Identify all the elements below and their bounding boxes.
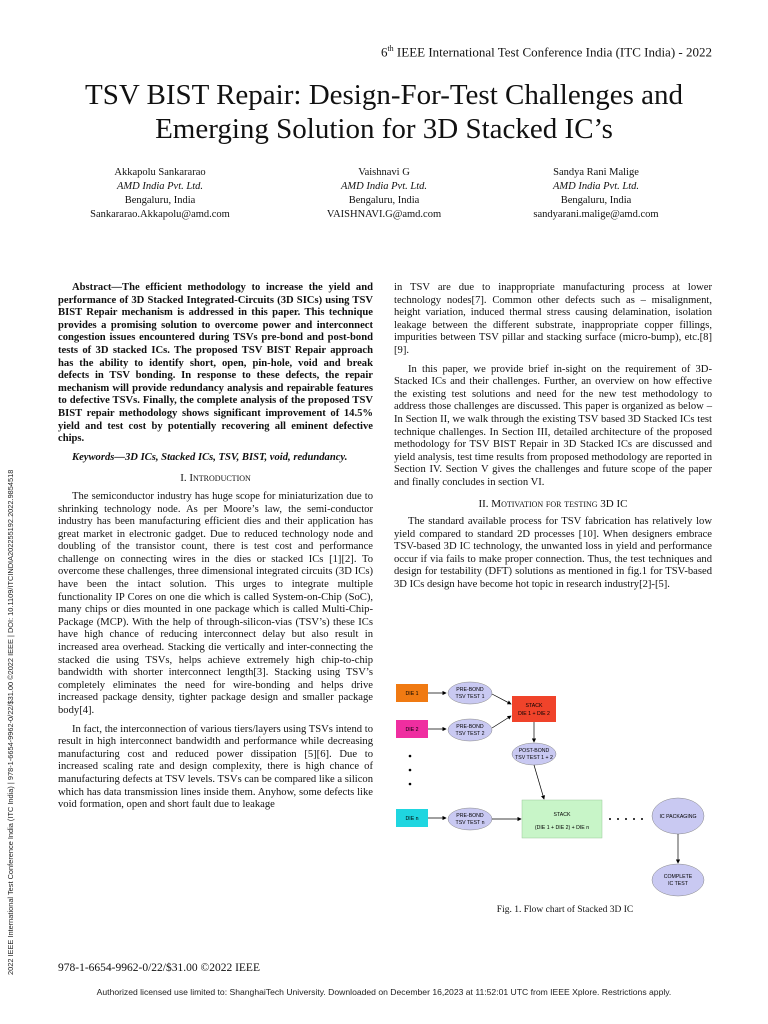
title-line-2: Emerging Solution for 3D Stacked IC’s (155, 113, 613, 145)
author-3: Sandya Rani Malige AMD India Pvt. Ltd. Bengaluru, India sandyarani.malige@amd.com (476, 166, 716, 222)
prebond-1-oval (448, 682, 492, 704)
ellipsis-dots (409, 755, 412, 786)
die-1-label: DIE 1 (405, 691, 419, 697)
paragraph: The standard available process for TSV fabrication has relatively low yield compared to standard 2D processes [10]. When designers embrace TSV-based 3D IC technology, the unwanted loss in yield and performance occur if via fails to make proper connection. Thus, the test techniques and design for testability (DFT) solutions as mentioned in fig.1 for TSV-based 3D ICs design have become hot topic in research industry[2]-[5]. (394, 516, 712, 591)
prebond-2-oval (448, 719, 492, 741)
figure-caption: Fig. 1. Flow chart of Stacked 3D IC (496, 905, 634, 915)
flowchart-figure (392, 676, 738, 901)
license-footer: Authorized licensed use limited to: ShanghaiTech University. Downloaded on December 16,2023 at 11:52:01 UTC from IEEE Xplore. Restrictions apply. (96, 987, 672, 997)
section-heading-introduction: I. Introduction (180, 472, 251, 485)
svg-text:PRE-BOND: PRE-BOND (456, 813, 484, 819)
right-column (394, 282, 712, 598)
die-2-label: DIE 2 (405, 727, 419, 733)
isbn-footer: 978-1-6654-9962-0/22/$31.00 ©2022 IEEE (58, 962, 260, 974)
author-email[interactable]: Sankararao.Akkapolu@amd.com (90, 209, 230, 220)
title-line-1: TSV BIST Repair: Design-For-Test Challenges and (85, 79, 683, 111)
svg-text:TSV TEST n: TSV TEST n (455, 820, 485, 826)
author-2: Vaishnavi G AMD India Pvt. Ltd. Bengaluru, India VAISHNAVI.G@amd.com (264, 166, 504, 222)
paragraph: In this paper, we provide brief in-sight on the requirement of 3D-Stacked ICs and their challenges. Further, an overview on how effective the existing test solutions and need for the new test methodology to address those challenges are discussed. This paper is organized as below – In Section II, we walk through the existing TSV based 3D Stacked ICs test technique challenges. In Section III, detailed architecture of the proposed methodology for TSV BIST Repair in 3D Stacked ICs are discussed and yield analysis, test time results from proposed methodology are reported in Section IV. Section V gives the challenges and future scope of the paper and finally concludes in section VI. (394, 363, 712, 488)
prebond-n-oval (448, 808, 492, 830)
svg-text:PRE-BOND: PRE-BOND (456, 724, 484, 730)
conference-header: 6th IEEE International Test Conference India (ITC India) - 2022 (380, 44, 712, 60)
complete-ic-test-oval (652, 864, 704, 896)
svg-text:TSV TEST 1 + 2: TSV TEST 1 + 2 (515, 755, 553, 761)
postbond-oval (512, 743, 556, 765)
stack-2-box (522, 800, 602, 838)
abstract: Abstract—The efficient methodology to increase the yield and performance of 3D Stacked Integrated-Circuits (3D SICs) using TSV BIST Repair mechanism is addressed in this paper. This technique provides a promising solution to overcome power and interconnect congestion issues encountered during TSVs pre-bond and post-bond tests of 3D stacked ICs. The proposed TSV BIST Repair approach has the ability to identify short, open, pin-hole, void and break defects in TSV bonding. In response to these defects, the repair mechanism will provide redundancy analysis and repairable features to defective TSVs. Finally, the complete analysis of the proposed TSV BIST repair methodology shows significant improvement of 14.5% yield and test cost by potentially recovering all eminent defective chips. (58, 282, 373, 445)
doi-sidebar: 2022 IEEE International Test Conference India (ITC India) | 978-1-6654-9962-0/22/$31.00 ©2022 IEEE | DOI: 10.1109/ITCINDIA202255192.2022.9854518 (6, 469, 15, 975)
svg-text:(DIE 1 + DIE 2) + DIE n: (DIE 1 + DIE 2) + DIE n (534, 825, 590, 831)
author-email[interactable]: sandyarani.malige@amd.com (533, 209, 659, 220)
svg-text:TSV TEST 2: TSV TEST 2 (455, 731, 485, 737)
keywords: Keywords—3D ICs, Stacked ICs, TSV, BIST, void, redundancy. (72, 451, 348, 463)
svg-text:IC TEST: IC TEST (668, 881, 688, 887)
svg-text:TSV TEST 1: TSV TEST 1 (455, 694, 485, 700)
svg-text:COMPLETE: COMPLETE (663, 874, 693, 880)
svg-text:PRE-BOND: PRE-BOND (456, 687, 484, 693)
section-heading-motivation: II. Motivation for testing 3D IC (478, 497, 628, 510)
svg-text:DIE 1 + DIE 2: DIE 1 + DIE 2 (518, 711, 550, 717)
author-email[interactable]: VAISHNAVI.G@amd.com (326, 209, 442, 220)
author-1: Akkapolu Sankararao AMD India Pvt. Ltd. Bengaluru, India Sankararao.Akkapolu@amd.com (40, 166, 280, 222)
svg-text:IC PACKAGING: IC PACKAGING (659, 814, 697, 820)
svg-text:POST-BOND: POST-BOND (518, 748, 550, 754)
svg-text:STACK: STACK (525, 703, 543, 709)
paragraph: in TSV are due to inappropriate manufacturing process at lower technology nodes[7]. Common other defects such as – misalignment, height variation, induced thermal stress causing delamination, isolation leakage between the different substrate, inappropriate copper fillings, impurities between TSV pillar and stacking surface (micro-bump), etc.[8][9]. (394, 282, 712, 356)
paragraph: The semiconductor industry has huge scope for miniaturization due to shrinking technology node. As per Moore’s law, the semi-conductor industry has been manufacturing efficient dies and their application has great market in electronic gadget. Due to reduced technology node and doubling of the transistor count, there is test cost and performance challenge on connecting wires in the dies or stacked ICs [1][2]. To overcome these challenges, three dimensional integrated circuits (3D ICs) have been the intact solution. This urges to integrate multiple functionality IP Cores on one die which is called System-on-Chip (SoC), many chips or dies mounted in one package which is called Multi-Chip-Package (MCP). With the help of through-silicon-vias (TSV’s) these ICs have high chance of reducing interconnect delay but also result in increased area overhead. Stacking die vertically and inter-connecting the stacked die using TSVs, helps achieve extremely high chip-to-chip bandwidth with shorter interconnect length[3]. Stacking using TSV’s completely eliminates the need for wire-bonding and helps drive increased package density, tighter package design and smaller package body[4]. (58, 490, 373, 716)
die-n-label: DIE n (405, 816, 419, 822)
paper-title (40, 78, 728, 146)
stack-1-box (512, 696, 556, 722)
dotted-connector (609, 818, 643, 820)
left-column (58, 282, 373, 818)
paragraph: In fact, the interconnection of various tiers/layers using TSVs intend to result in high interconnect bandwidth and performance while decreasing manufacturing cost and reduced power dissipation [5][6]. Due to increased scaling rate and design complexity, there is high chance of manufacturing defects at TSV levels. TSVs can be compared like a silicon which has data transmission lines inside them. Anyhow, some defects like void formation, open and short fault due to leakage (58, 723, 373, 811)
svg-text:STACK: STACK (553, 812, 571, 818)
